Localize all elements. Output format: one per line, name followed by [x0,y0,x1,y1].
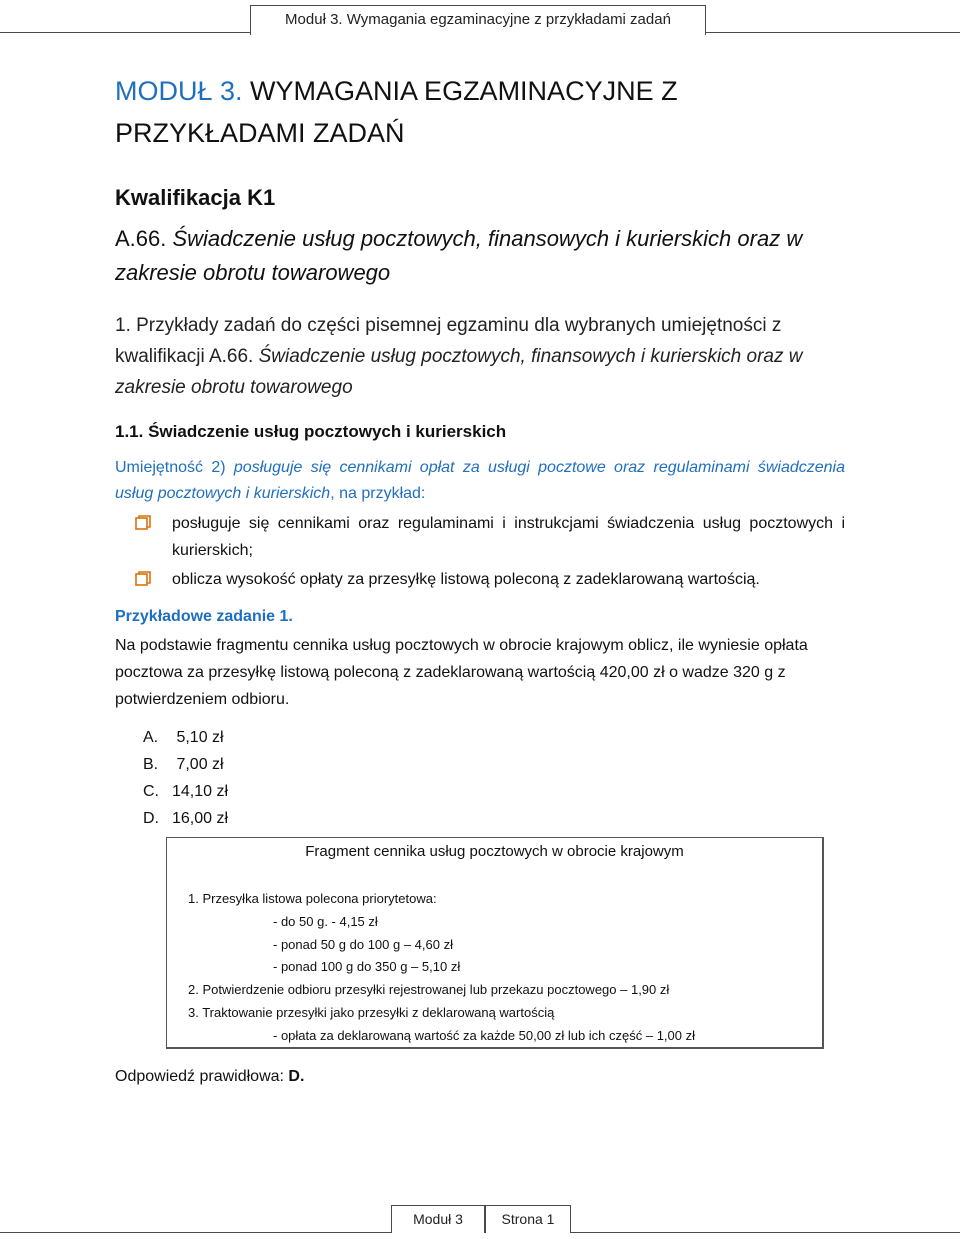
page-title-module: MODUŁ 3. [115,76,243,106]
section-1-lead: 1. Przykłady zadań do części pisemnej egzaminu dla wybranych umiejętności z kwalifikacji A.66. [115,315,782,367]
pricelist-line: 3. Traktowanie przesyłki jako przesyłki z deklarowaną wartością [188,1004,555,1020]
page-title-text: WYMAGANIA EGZAMINACYJNE Z PRZYKŁADAMI ZADAŃ [115,76,678,148]
example-title: Przykładowe zadanie 1. [115,608,293,625]
pricelist-line: - opłata za deklarowaną wartość za każde 50,00 zł lub ich część – 1,00 zł [273,1027,696,1043]
skill-description [115,455,845,507]
qualification-name [115,222,875,290]
answer-option-b: B. 7,00 zł [143,756,224,773]
pricelist-line: - ponad 100 g do 350 g – 5,10 zł [273,959,461,975]
bullet-text: oblicza wysokość opłaty za przesyłkę listową poleconą z zadeklarowaną wartością. [172,571,760,588]
correct-answer-value: D. [288,1068,305,1085]
pricelist-line: - do 50 g. - 4,15 zł [273,913,378,929]
header-tab: Moduł 3. Wymagania egzaminacyjne z przykładami zadań [250,5,706,35]
qualification-label: Kwalifikacja K1 [115,185,276,210]
pricelist-line: 2. Potwierdzenie odbioru przesyłki rejestrowanej lub przekazu pocztowego – 1,90 zł [188,982,670,998]
skill-tail: , na przykład: [330,485,426,502]
correct-answer [115,1068,304,1086]
section-1-heading [115,310,855,403]
example-text: Na podstawie fragmentu cennika usług pocztowych w obrocie krajowym oblicz, ile wyniesie opłata pocztowa za przesyłkę listową poleconą z zadeklarowaną wartością 420,00 zł o wadze 320 g z potwierdzeniem odbioru. [115,637,808,708]
list-item [135,510,845,564]
page-title [115,70,875,154]
section-1-1-heading: 1.1. Świadczenie usług pocztowych i kurierskich [115,422,507,441]
footer-page-tab: Strona 1 [485,1205,571,1233]
pricelist-title: Fragment cennika usług pocztowych w obrocie krajowym [305,843,684,860]
answer-option-a: A. 5,10 zł [143,729,224,746]
list-item [135,566,845,593]
answer-options [143,724,228,832]
pricelist-line: 1. Przesyłka listowa polecona priorytetowa: [188,891,437,906]
qualification-title: Świadczenie usług pocztowych, finansowych i kurierskich oraz w zakresie obrotu towarowego [115,226,803,285]
answer-option-c: C. 14,10 zł [143,783,229,800]
answer-option-d: D. 16,00 zł [143,810,229,827]
checkbox-bullet-icon [135,571,151,587]
skill-bullet-list [135,510,845,595]
footer-module-tab: Moduł 3 [391,1205,485,1233]
checkbox-bullet-icon [135,515,151,531]
pricelist-box [166,837,824,1049]
skill-lead: Umiejętność 2) [115,459,234,476]
correct-answer-label: Odpowiedź prawidłowa: [115,1068,289,1085]
pricelist-line: - ponad 50 g do 100 g – 4,60 zł [273,936,453,952]
skill-italic: posługuje się cennikami opłat za usługi pocztowe oraz regulaminami świadczenia usług pocztowych i kurierskich [115,459,845,502]
section-1-name: Świadczenie usług pocztowych, finansowych i kurierskich oraz w zakresie obrotu towarowego [115,346,803,398]
qualification-code: A.66. [115,226,167,251]
bullet-text: posługuje się cennikami oraz regulaminami i instrukcjami świadczenia usług pocztowych i kurierskich; [172,515,845,559]
pricelist-lines [188,888,695,1048]
